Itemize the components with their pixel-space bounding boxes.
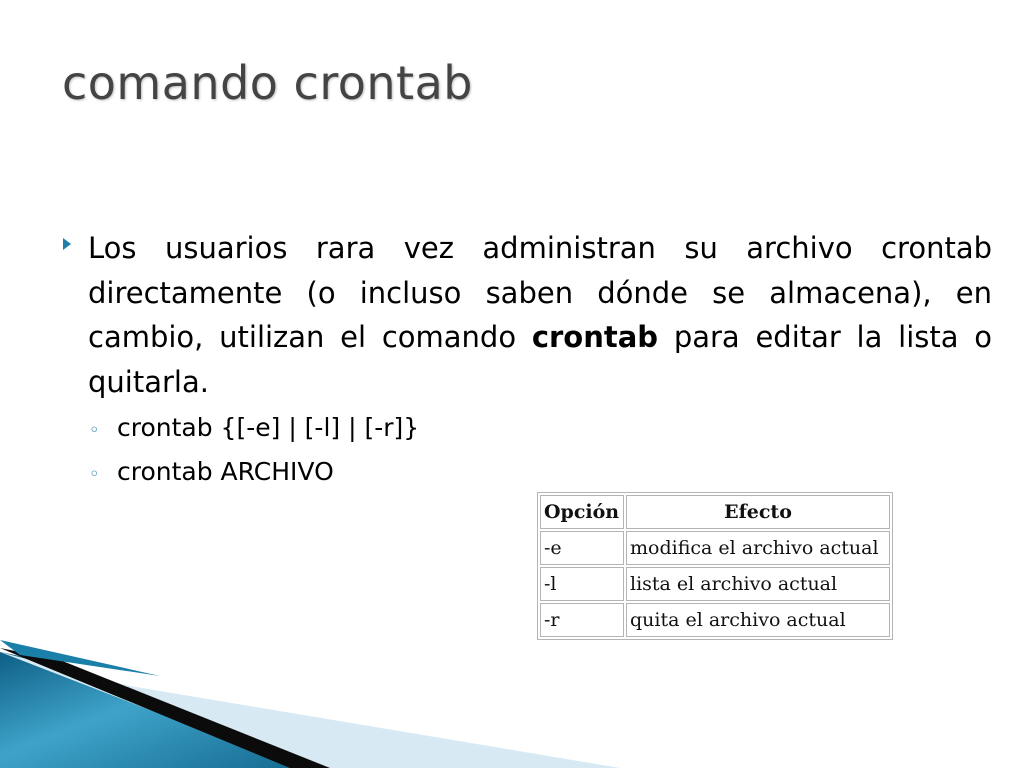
- option-cell: -r: [540, 603, 624, 637]
- slide-title: comando crontab: [62, 56, 473, 110]
- effect-cell: quita el archivo actual: [626, 603, 890, 637]
- circle-bullet-icon: ◦: [89, 420, 100, 441]
- bullet-text-after: para editar la lista o quitarla.: [88, 320, 992, 400]
- circle-bullet-icon: ◦: [89, 464, 100, 485]
- effect-cell: modifica el archivo actual: [626, 531, 890, 565]
- header-option: Opción: [540, 495, 624, 529]
- option-cell: -l: [540, 567, 624, 601]
- bullet-bold-word: crontab: [531, 320, 659, 355]
- option-cell: -e: [540, 531, 624, 565]
- sub-bullet-text: crontab ARCHIVO: [117, 457, 334, 486]
- header-effect: Efecto: [626, 495, 890, 529]
- sub-bullet-text: crontab {[-e] | [-l] | [-r]}: [117, 413, 420, 442]
- effect-cell: lista el archivo actual: [626, 567, 890, 601]
- bullet-text-before: Los usuarios rara vez administran su archivo crontab directamente (o incluso saben dónde se almacena), en cambio, utilizan el comando: [88, 231, 992, 355]
